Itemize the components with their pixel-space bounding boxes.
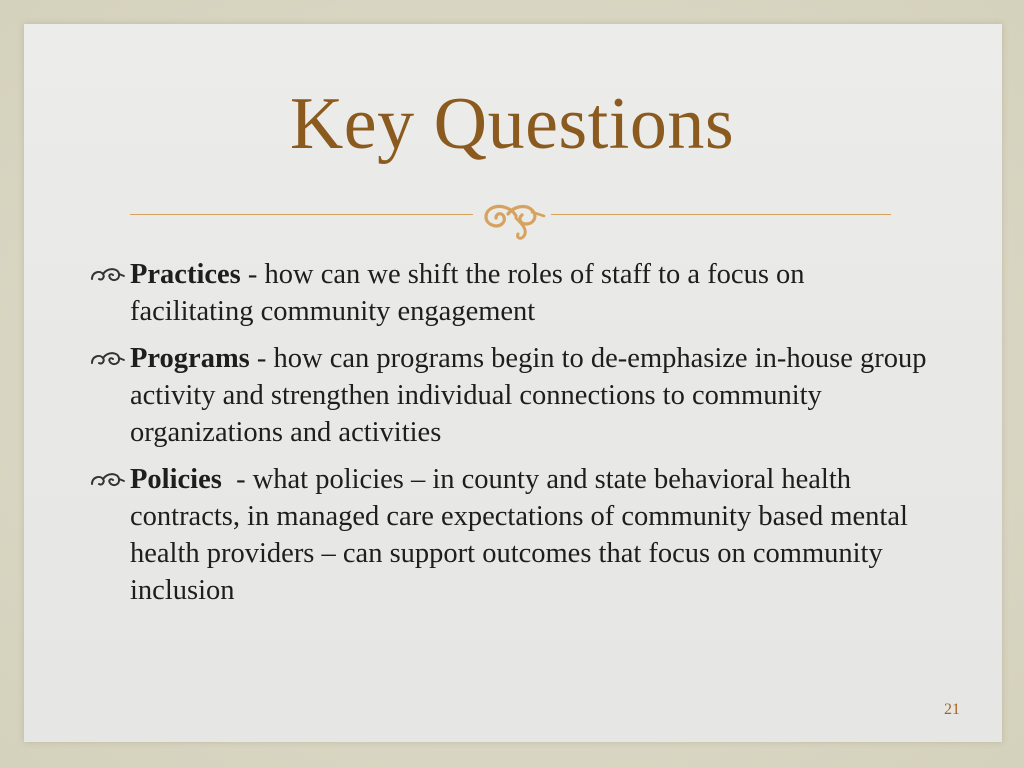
bullet-list [88, 256, 928, 619]
bullet-term: Policies [130, 464, 222, 495]
bullet-item-policies [88, 461, 928, 609]
bullet-term: Practices [130, 259, 241, 290]
slide-title: Key Questions [289, 83, 735, 165]
double-swirl-icon [88, 347, 126, 371]
bullet-item-programs [88, 340, 928, 451]
double-swirl-icon [88, 263, 126, 287]
bullet-term: Programs [130, 343, 250, 374]
divider-line-right [551, 214, 891, 215]
double-swirl-icon [88, 468, 126, 492]
bullet-text: - how can programs begin to de-emphasize in-house group activity and strengthen individual connections to community organizations and activities [130, 343, 927, 448]
bullet-text: - what policies – in county and state behavioral health contracts, in managed care expectations of community based mental health providers – can support outcomes that focus on community inclusion [130, 464, 916, 606]
bullet-item-practices [88, 256, 928, 330]
slide-number: 21 [944, 701, 960, 718]
curly-flourish-icon [476, 190, 548, 240]
bullet-text: - how can we shift the roles of staff to a focus on facilitating community engagement [130, 259, 805, 327]
divider-line-left [130, 214, 473, 215]
